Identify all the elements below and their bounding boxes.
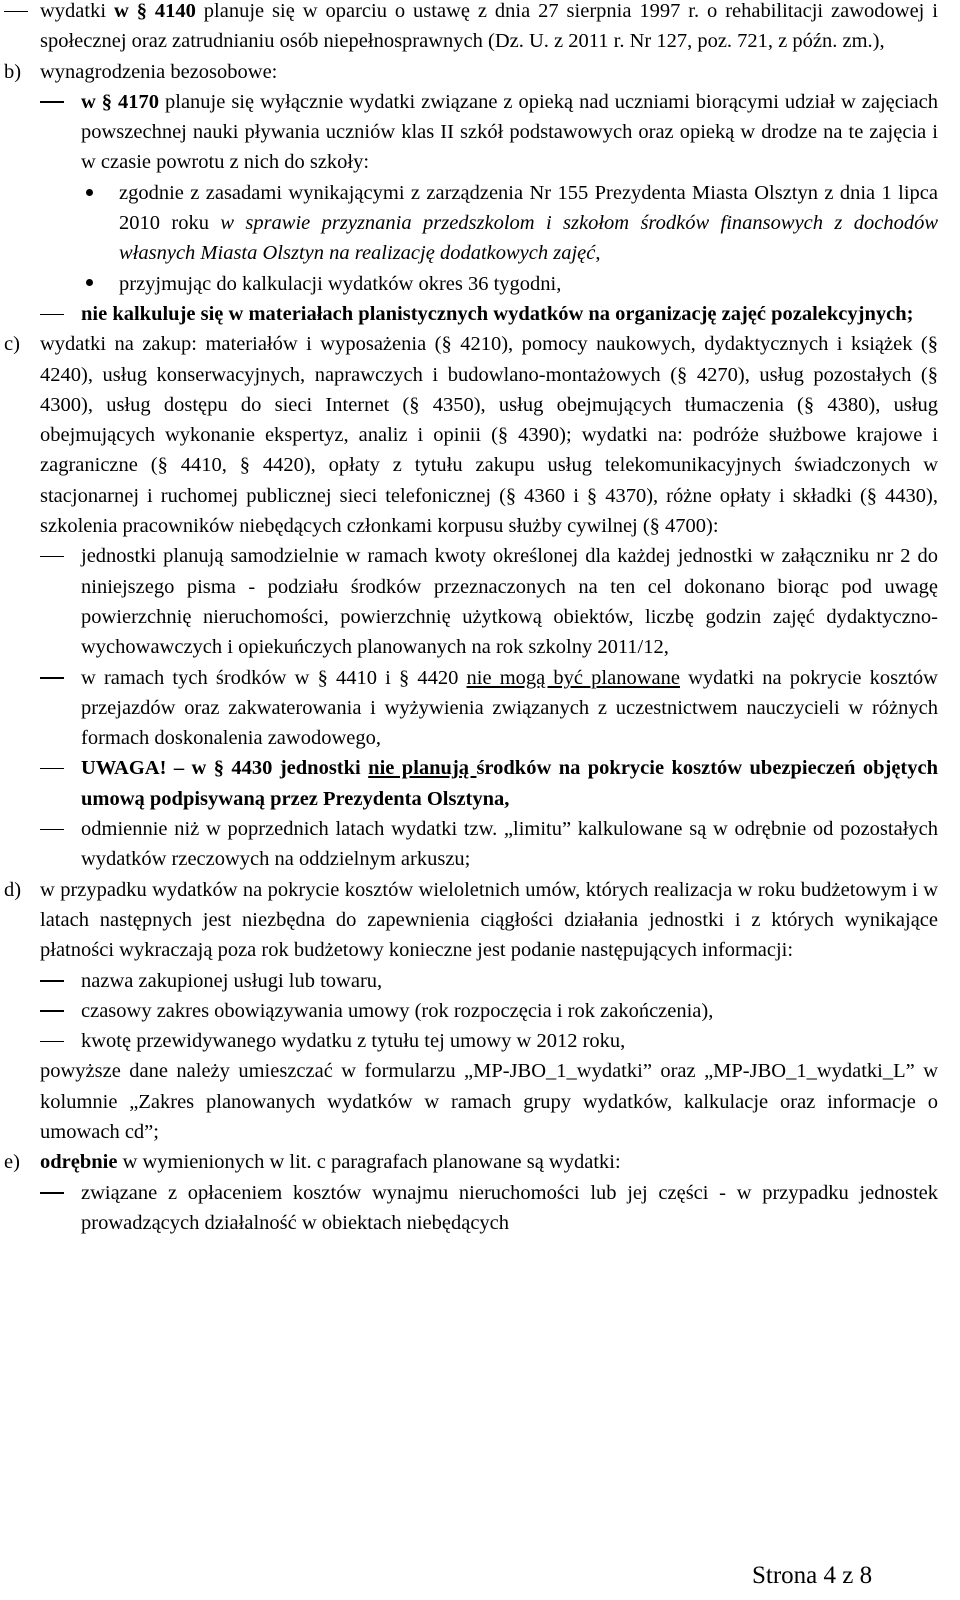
dash-marker (40, 753, 64, 783)
item-label-c: c) (4, 333, 20, 356)
item-c-dash-uwaga: UWAGA! – w § 4430 jednostki nie planują środków na pokrycie kosztów ubezpieczeń objętych umową podpisywaną przez Prezydenta Olsztyna, (4, 753, 938, 814)
item-c: c) wydatki na zakup: materiałów i wyposażenia (§ 4210), pomocy naukowych, dydaktycznych i książek (§ 4240), usług konserwacyjnych, naprawczych i budowlano-montażowych (§ 4270), usług pozostałych (§ 4300), usług dostępu do sieci Internet (§ 4350), usług obejmujących tłumaczenia (§ 4380), usług obejmujących wykonanie ekspertyz, analiz i opinii (§ 4390); wydatki na: podróże służbowe krajowe i zagraniczne (§ 4410, § 4420), opłaty z tytułu zakupu usług telekomunikacyjnych świadczonych w stacjonarnej i ruchomej publicznej sieci telefonicznej (§ 4360 i § 4370), różne opłaty i składki (§ 4430), szkolenia pracowników niebędących członkami korpusu służby cywilnej (§ 4700): (4, 329, 938, 541)
item-c-dash-2: w ramach tych środków w § 4410 i § 4420 nie mogą być planowane wydatki na pokrycie kosztów przejazdów oraz zakwaterowania i wyżywienia związanych z uczestnictwem nauczycieli w różnych formach doskonalenia zawodowego, (4, 663, 938, 754)
item-dash-4140: wydatki w § 4140 planuje się w oparciu o ustawę z dnia 27 sierpnia 1997 r. o rehabilitacji zawodowej i społecznej oraz zatrudnianiu osób niepełnosprawnych (Dz. U. z 2011 r. Nr 127, poz. 721, z późn. zm.), (4, 0, 938, 57)
document-body (4, 0, 938, 1238)
dash-marker (40, 87, 64, 117)
dash-marker (40, 996, 64, 1026)
item-c-dash-1: jednostki planują samodzielnie w ramach kwoty określonej dla każdej jednostki w załączniku nr 2 do niniejszego pisma - podziału środków przeznaczonych na ten cel dokonano biorąc pod uwagę powierzchnię nieruchomości, powierzchnię użytkową obiektów, liczbę godzin zajęć dydaktyczno-wychowawczych i opiekuńczych planowanych na rok szkolny 2011/12, (4, 541, 938, 662)
item-label-e: e) (4, 1151, 20, 1174)
item-b-dash-4170: w § 4170 planuje się wyłącznie wydatki związane z opieką nad uczniami biorącymi udział w zajęciach powszechnej nauki pływania uczniów klas II szkół podstawowych oraz opieką w drodze na te zajęcia i w czasie powrotu z nich do szkoły: (4, 87, 938, 178)
dash-marker (40, 663, 64, 693)
item-b: b) wynagrodzenia bezosobowe: (4, 57, 938, 87)
item-e: e) odrębnie w wymienionych w lit. c paragrafach planowane są wydatki: (4, 1147, 938, 1177)
item-e-dash-1: związane z opłaceniem kosztów wynajmu nieruchomości lub jej części - w przypadku jednostek prowadzących działalność w obiektach niebędących (4, 1178, 938, 1239)
item-label-b: b) (4, 60, 22, 83)
item-d: d) w przypadku wydatków na pokrycie kosztów wieloletnich umów, których realizacja w roku budżetowym i w latach następnych jest niezbędna do zapewnienia ciągłości działania jednostki i z których wynikające płatności wykraczają poza rok budżetowy konieczne jest podanie następujących informacji: (4, 875, 938, 966)
page-number: Strona 4 z 8 (752, 1562, 873, 1589)
dash-marker (4, 0, 28, 26)
dash-marker (40, 814, 64, 844)
item-d-dash-2: czasowy zakres obowiązywania umowy (rok rozpoczęcia i rok zakończenia), (4, 996, 938, 1026)
bullet-marker (86, 178, 93, 208)
dash-marker (40, 541, 64, 571)
dash-marker (40, 966, 64, 996)
item-d-dash-1: nazwa zakupionej usługi lub towaru, (4, 966, 938, 996)
bullet-item-zarzadzenie: zgodnie z zasadami wynikającymi z zarządzenia Nr 155 Prezydenta Miasta Olsztyn z dnia 1 lipca 2010 roku w sprawie przyznania przedszkolom i szkołom środków finansowych z dochodów własnych Miasta Olsztyn na realizację dodatkowych zajęć, (4, 178, 938, 269)
bullet-marker (86, 269, 93, 299)
dash-marker (40, 1178, 64, 1208)
item-d-dash-3: kwotę przewidywanego wydatku z tytułu tej umowy w 2012 roku, (4, 1026, 938, 1056)
item-b-dash-pozalekcyjne: nie kalkuluje się w materiałach planistycznych wydatków na organizację zajęć pozalekcyjnych; (4, 299, 938, 329)
item-d-continuation: powyższe dane należy umieszczać w formularzu „MP-JBO_1_wydatki” oraz „MP-JBO_1_wydatki_L” w kolumnie „Zakres planowanych wydatków w ramach grupy wydatków, kalkulacje oraz informacje o umowach cd”; (40, 1060, 938, 1143)
item-label-d: d) (4, 878, 22, 901)
dash-marker (40, 1026, 64, 1056)
dash-marker (40, 299, 64, 329)
item-c-dash-limit: odmiennie niż w poprzednich latach wydatki tzw. „limitu” kalkulowane są w odrębnie od pozostałych wydatków rzeczowych na oddzielnym arkuszu; (4, 814, 938, 875)
bullet-item-36-tygodni: przyjmując do kalkulacji wydatków okres 36 tygodni, (4, 269, 938, 299)
